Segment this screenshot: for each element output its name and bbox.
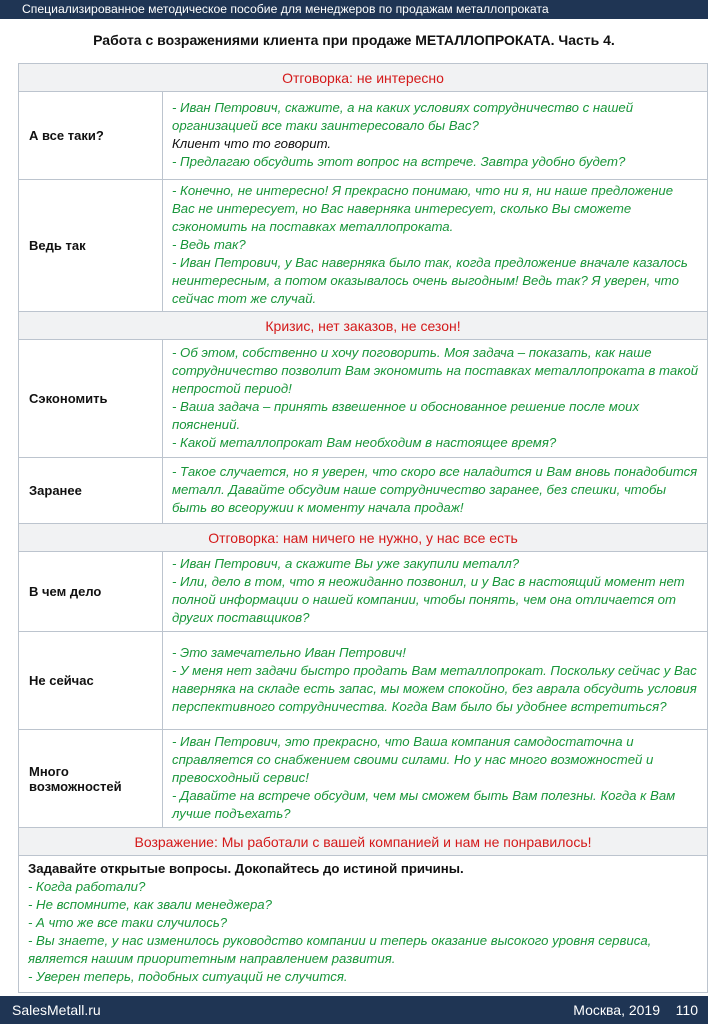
row-content	[163, 632, 708, 730]
row-content	[163, 552, 708, 632]
table-row	[19, 552, 708, 632]
section-heading: Отговорка: не интересно	[19, 64, 708, 92]
row-label: А все таки?	[19, 92, 163, 180]
reply-line: - Ваша задача – принять взвешенное и обоснованное решение после моих пояснений.	[172, 399, 640, 432]
advice-row	[19, 856, 708, 993]
row-label: В чем дело	[19, 552, 163, 632]
row-label: Ведь так	[19, 180, 163, 312]
reply-line: - Иван Петрович, а скажите Вы уже закупили металл?	[172, 556, 520, 571]
row-content	[163, 458, 708, 524]
reply-line: - Это замечательно Иван Петрович!	[172, 645, 406, 660]
objection-heading: Возражение: Мы работали с вашей компанией и нам не понравилось!	[19, 828, 708, 856]
advice-line: - Вы знаете, у нас изменилось руководство компании и теперь оказание высокого уровня сервиса, является нашим приоритетным направлением развития.	[28, 933, 652, 966]
reply-line: - У меня нет задачи быстро продать Вам металлопрокат. Поскольку сейчас у Вас наверняка на складе есть запас, мы можем спокойно, без аврала обсудить условия перспективного сотрудничества. Когда Вам было бы удобнее встретиться?	[172, 663, 697, 714]
reply-line: - Об этом, собственно и хочу поговорить. Моя задача – показать, как наше сотрудничество позволит Вам экономить на поставках металлопроката в такой непростой период!	[172, 345, 699, 396]
section-heading-row	[19, 64, 708, 92]
reply-line: - Конечно, не интересно! Я прекрасно понимаю, что ни я, ни наше предложение Вас не интересует, но Вас наверняка интересует, сколько Вы сможете сэкономить на поставках металлопроката.	[172, 183, 674, 234]
header-text: Специализированное методическое пособие для менеджеров по продажам металлопроката	[22, 2, 549, 16]
row-label: Заранее	[19, 458, 163, 524]
advice-intro: Задавайте открытые вопросы. Докопайтесь до истиной причины.	[28, 861, 464, 876]
advice-line: - А что же все таки случилось?	[28, 915, 228, 930]
row-label: Сэкономить	[19, 340, 163, 458]
footer-site: SalesMetall.ru	[12, 1002, 101, 1018]
reply-line: - Давайте на встрече обсудим, чем мы сможем быть Вам полезны. Когда к Вам лучше подъехать?	[172, 788, 676, 821]
row-label: Не сейчас	[19, 632, 163, 730]
section-heading-row	[19, 312, 708, 340]
footer-city-year: Москва, 2019	[573, 1002, 660, 1018]
table-row	[19, 730, 708, 828]
reply-line: - Такое случается, но я уверен, что скоро все наладится и Вам вновь понадобится металл. Давайте обсудим наше сотрудничество заранее, без спешки, чтобы быть во всеоружии к моменту начала продаж!	[172, 464, 698, 515]
row-content	[163, 340, 708, 458]
row-content	[163, 730, 708, 828]
row-label: Много возможностей	[19, 730, 163, 828]
page-number: 110	[675, 1002, 698, 1018]
row-content	[163, 92, 708, 180]
reply-line: - Иван Петрович, скажите, а на каких условиях сотрудничество с нашей организацией все таки заинтересовало бы Вас?	[172, 100, 634, 133]
page-title: Работа с возражениями клиента при продаже МЕТАЛЛОПРОКАТА. Часть 4.	[93, 32, 615, 48]
table-row	[19, 340, 708, 458]
row-content	[163, 180, 708, 312]
section-heading: Кризис, нет заказов, не сезон!	[19, 312, 708, 340]
table-row	[19, 458, 708, 524]
client-line: Клиент что то говорит.	[172, 136, 332, 151]
advice-line: - Не вспомните, как звали менеджера?	[28, 897, 272, 912]
reply-line: - Иван Петрович, у Вас наверняка было так, когда предложение вначале казалось неинтересным, а потом оказывалось очень выгодным! Ведь так? Я уверен, что сейчас тот же случай.	[172, 255, 688, 306]
section-heading-row	[19, 524, 708, 552]
reply-line: - Предлагаю обсудить этот вопрос на встрече. Завтра удобно будет?	[172, 154, 626, 169]
reply-line: - Какой металлопрокат Вам необходим в настоящее время?	[172, 435, 557, 450]
reply-line: - Иван Петрович, это прекрасно, что Ваша компания самодостаточна и справляется со снабжением своими силами. Но у нас много возможностей и превосходный сервис!	[172, 734, 654, 785]
section-heading: Отговорка: нам ничего не нужно, у нас все есть	[19, 524, 708, 552]
objections-table	[18, 63, 708, 993]
table-row	[19, 92, 708, 180]
section-heading-row	[19, 828, 708, 856]
reply-line: - Ведь так?	[172, 237, 246, 252]
advice-content	[19, 856, 708, 993]
advice-line: - Уверен теперь, подобных ситуаций не случится.	[28, 969, 348, 984]
page-header-bar	[0, 0, 708, 19]
advice-line: - Когда работали?	[28, 879, 146, 894]
table-row	[19, 180, 708, 312]
page-footer-bar	[0, 996, 708, 1024]
reply-line: - Или, дело в том, что я неожиданно позвонил, и у Вас в настоящий момент нет полной информации о нашей компании, чтобы понять, чем она отличается от других поставщиков?	[172, 574, 685, 625]
table-row	[19, 632, 708, 730]
